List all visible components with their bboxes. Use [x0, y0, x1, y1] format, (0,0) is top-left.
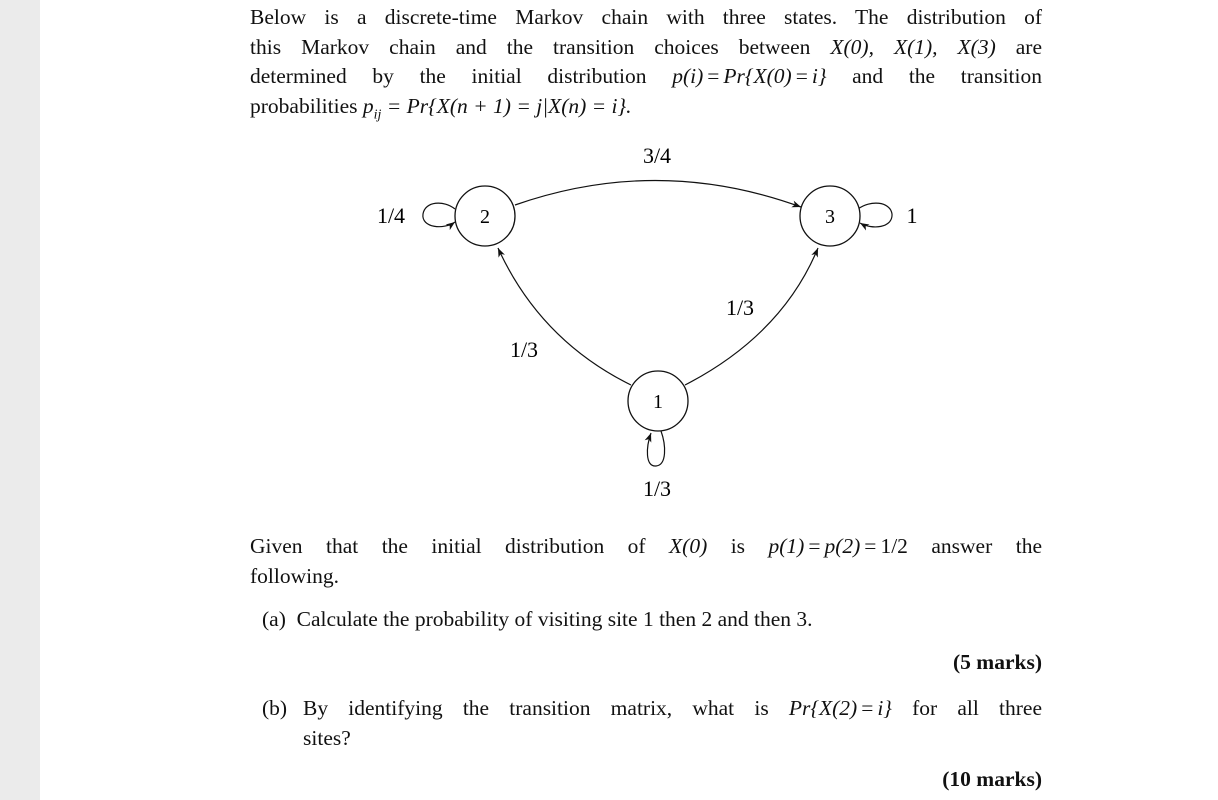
- equals-sign: =: [808, 534, 821, 558]
- question-a-marks: (5 marks): [953, 650, 1042, 674]
- edge-label-1-to-1: 1/3: [642, 476, 672, 501]
- state-label-2: 2: [480, 206, 490, 228]
- edge-label-3-to-3: 1: [906, 203, 918, 228]
- question-a-label: (a): [262, 607, 286, 631]
- given-is: is: [707, 534, 769, 558]
- state-label-1: 1: [653, 391, 663, 413]
- question-b-line-1-end: for all three: [891, 696, 1043, 720]
- transition-prob-math: = Pr{X(n + 1) = j|X(n) = i}.: [381, 93, 632, 118]
- question-b-marks: (10 marks): [942, 767, 1042, 791]
- pij-math: p: [362, 93, 374, 118]
- edge-2-to-3: [515, 180, 801, 207]
- prob-math-end: i}: [811, 64, 827, 88]
- prob-x2-math-end: i}: [877, 696, 892, 720]
- state-label-3: 3: [825, 206, 835, 228]
- edge-label-2-to-3: 3/4: [642, 143, 672, 168]
- intro-line-1: Below is a discrete-time Markov chain with three states. The distribution of: [250, 5, 1042, 29]
- equals-sign: =: [795, 64, 808, 88]
- question-a-text: Calculate the probability of visiting site 1 then 2 and then 3.: [296, 607, 813, 631]
- edge-label-2-to-2: 1/4: [376, 203, 406, 228]
- question-b-line-2: sites?: [303, 725, 351, 750]
- given-line-1-text: Given that the initial distribution of: [250, 534, 670, 558]
- edge-label-1-to-3: 1/3: [725, 295, 755, 320]
- question-b-line-1: [303, 694, 1042, 724]
- question-b-body: [303, 694, 1042, 753]
- pij-subscript: ij: [373, 106, 382, 122]
- self-loop-1: [647, 431, 664, 466]
- intro-line-3-text: determined by the initial distribution: [250, 64, 673, 88]
- self-loop-2: [423, 203, 455, 227]
- given-line-2: following.: [250, 563, 339, 588]
- edge-label-1-to-2: 1/3: [509, 337, 539, 362]
- p1-math: p(1): [768, 534, 805, 558]
- given-line-1-end: 1/2 answer the: [880, 534, 1042, 558]
- question-b-label: (b): [262, 696, 288, 720]
- x0-math: X(0): [669, 534, 708, 558]
- intro-line-2-end: are: [995, 34, 1043, 59]
- question-b-text: By identifying the transition matrix, what is: [303, 696, 789, 720]
- given-paragraph: [250, 532, 1042, 591]
- equals-sign: =: [864, 534, 877, 558]
- intro-line-3-end: and the transition: [826, 64, 1042, 88]
- intro-line-4-text: probabilities: [250, 93, 363, 118]
- p2-math: p(2): [824, 534, 861, 558]
- prob-x2-math: Pr{X(2): [788, 696, 858, 720]
- states-math: X(0), X(1), X(3): [830, 34, 996, 59]
- equals-sign: =: [861, 696, 874, 720]
- prob-math: Pr{X(0): [723, 64, 792, 88]
- self-loop-3: [858, 203, 892, 227]
- edge-1-to-2: [498, 248, 631, 385]
- initial-dist-math: p(i): [672, 64, 704, 88]
- intro-line-2-text: this Markov chain and the transition choices between: [250, 34, 831, 59]
- equals-sign: =: [707, 64, 720, 88]
- question-a: [262, 605, 813, 635]
- given-line-1: [250, 532, 1042, 562]
